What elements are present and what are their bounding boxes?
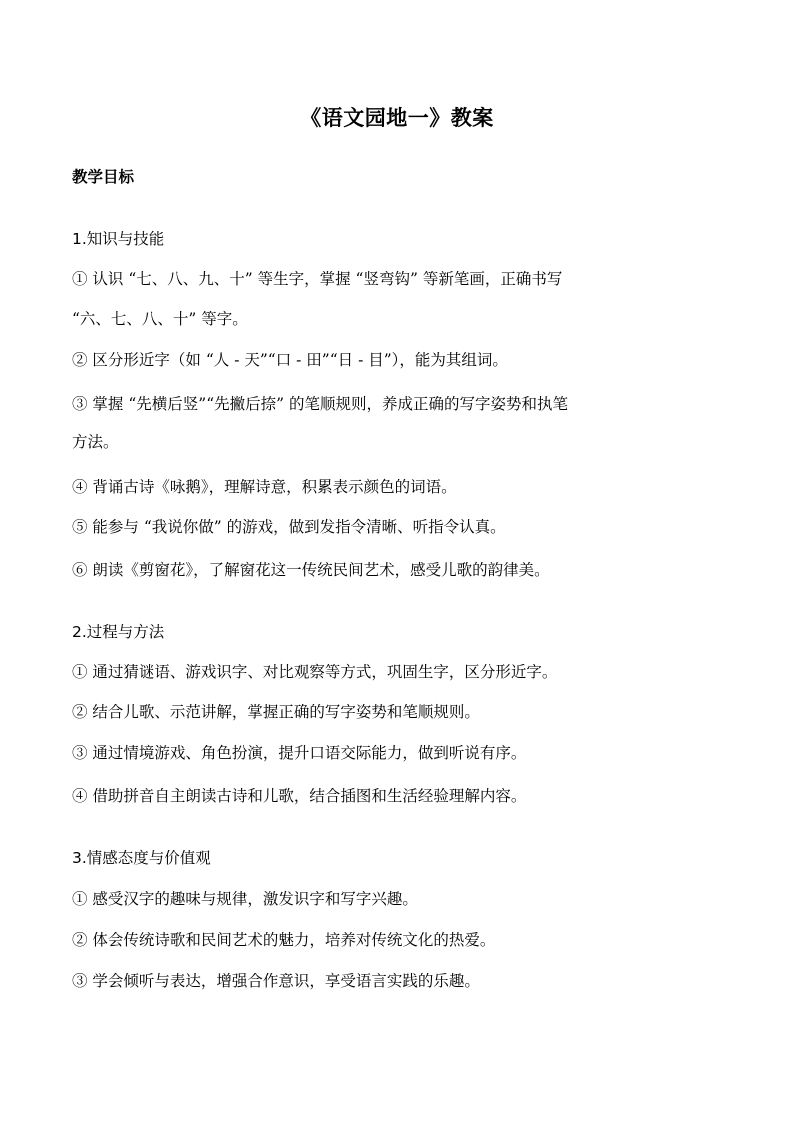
- knowledge-item-5: ⑤ 能参与 “我说你做” 的游戏，做到发指令清晰、听指令认真。: [72, 518, 506, 536]
- values-item-2: ② 体会传统诗歌和民间艺术的魅力，培养对传统文化的热爱。: [72, 931, 496, 949]
- subsection-heading-knowledge-skills: 1.知识与技能: [72, 230, 165, 248]
- knowledge-item-1-line-2: “六、七、八、十” 等字。: [72, 310, 248, 328]
- process-item-4: ④ 借助拼音自主朗读古诗和儿歌，结合插图和生活经验理解内容。: [72, 787, 527, 805]
- subsection-heading-process-methods: 2.过程与方法: [72, 623, 165, 641]
- process-item-3: ③ 通过情境游戏、角色扮演，提升口语交际能力，做到听说有序。: [72, 744, 527, 762]
- process-item-2: ② 结合儿歌、示范讲解，掌握正确的写字姿势和笔顺规则。: [72, 703, 480, 721]
- knowledge-item-4: ④ 背诵古诗《咏鹅》，理解诗意，积累表示颜色的词语。: [72, 478, 457, 496]
- knowledge-item-2: ② 区分形近字（如 “人 - 天”“口 - 田”“日 - 目”），能为其组词。: [72, 351, 508, 369]
- section-heading-teaching-goals: 教学目标: [72, 168, 135, 186]
- knowledge-item-3-line-1: ③ 掌握 “先横后竖”“先撇后捺” 的笔顺规则，养成正确的写字姿势和执笔: [72, 395, 568, 413]
- values-item-3: ③ 学会倾听与表达，增强合作意识，享受语言实践的乐趣。: [72, 972, 480, 990]
- knowledge-item-1-line-1: ① 认识 “七、八、九、十” 等生字，掌握 “竖弯钩” 等新笔画，正确书写: [72, 270, 563, 288]
- document-title: 《语文园地一》教案: [300, 106, 494, 130]
- values-item-1: ① 感受汉字的趣味与规律，激发识字和写字兴趣。: [72, 890, 418, 908]
- subsection-heading-emotion-values: 3.情感态度与价值观: [72, 849, 211, 867]
- process-item-1: ① 通过猜谜语、游戏识字、对比观察等方式，巩固生字，区分形近字。: [72, 663, 558, 681]
- knowledge-item-6: ⑥ 朗读《剪窗花》，了解窗花这一传统民间艺术，感受儿歌的韵律美。: [72, 561, 550, 579]
- knowledge-item-3-line-2: 方法。: [72, 433, 119, 451]
